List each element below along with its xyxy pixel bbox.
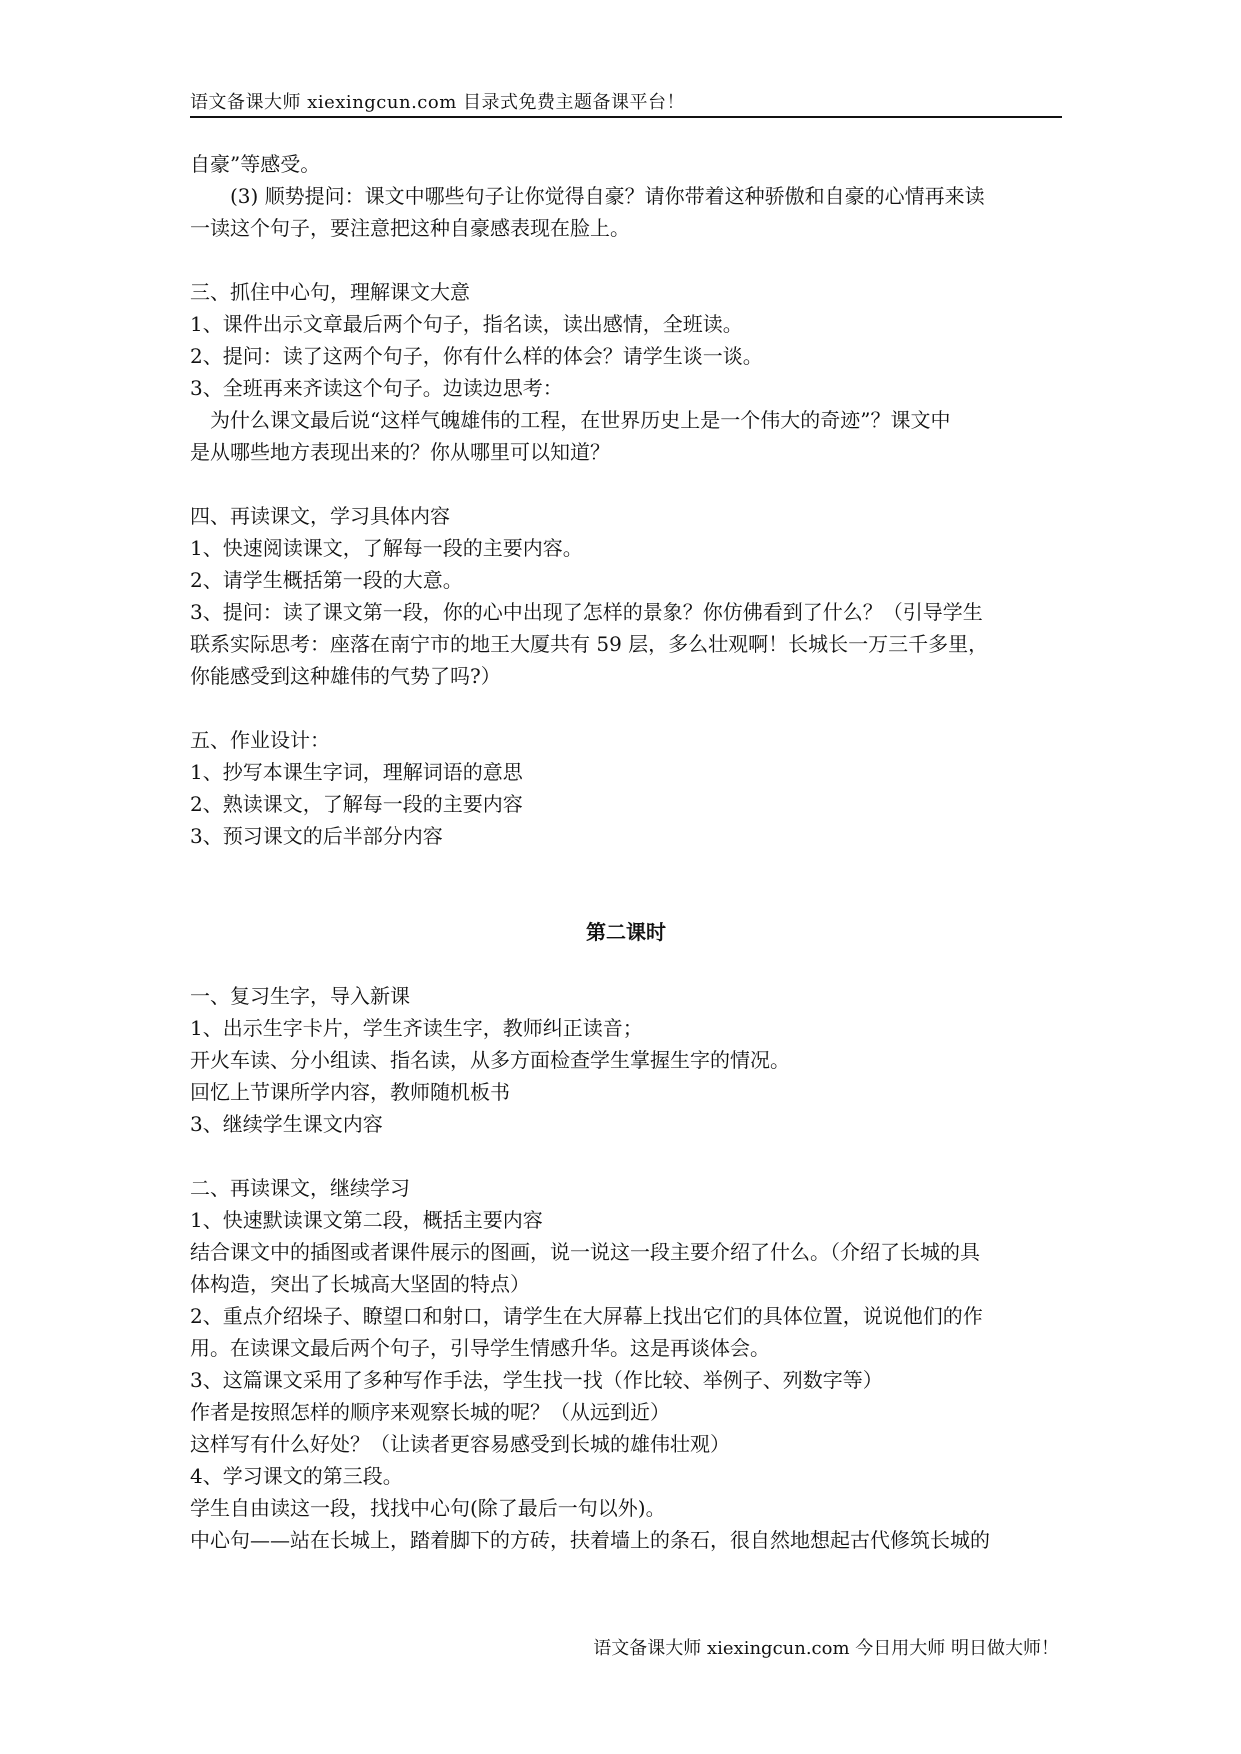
paragraph: 结合课文中的插图或者课件展示的图画，说一说这一段主要介绍了什么。（介绍了长城的具 — [190, 1240, 980, 1264]
paragraph: 一读这个句子，要注意把这种自豪感表现在脸上。 — [190, 216, 630, 240]
paragraph: 中心句——站在长城上，踏着脚下的方砖，扶着墙上的条石，很自然地想起古代修筑长城的 — [190, 1528, 990, 1552]
list-item: 2、请学生概括第一段的大意。 — [190, 568, 463, 592]
paragraph: 自豪”等感受。 — [190, 152, 321, 176]
list-item: 1、抄写本课生字词，理解词语的意思 — [190, 760, 523, 784]
section-heading: 一、复习生字，导入新课 — [190, 984, 410, 1008]
list-item: 4、学习课文的第三段。 — [190, 1464, 403, 1488]
paragraph: 开火车读、分小组读、指名读，从多方面检查学生掌握生字的情况。 — [190, 1048, 790, 1072]
list-item: 3、提问：读了课文第一段，你的心中出现了怎样的景象？你仿佛看到了什么？（引导学生 — [190, 600, 983, 624]
list-item: 3、全班再来齐读这个句子。边读边思考： — [190, 376, 563, 400]
list-item: 2、提问：读了这两个句子，你有什么样的体会？请学生谈一谈。 — [190, 344, 763, 368]
list-item: 2、熟读课文，了解每一段的主要内容 — [190, 792, 523, 816]
section-heading: 二、再读课文，继续学习 — [190, 1176, 410, 1200]
list-item: 1、快速默读课文第二段，概括主要内容 — [190, 1208, 543, 1232]
list-item: 1、课件出示文章最后两个句子，指名读，读出感情，全班读。 — [190, 312, 743, 336]
list-item: 2、重点介绍垛子、瞭望口和射口，请学生在大屏幕上找出它们的具体位置，说说他们的作 — [190, 1304, 983, 1328]
section-heading: 三、抓住中心句，理解课文大意 — [190, 280, 470, 304]
paragraph: 作者是按照怎样的顺序来观察长城的呢？（从远到近） — [190, 1400, 670, 1424]
section-heading: 四、再读课文，学习具体内容 — [190, 504, 450, 528]
list-item: 1、出示生字卡片，学生齐读生字，教师纠正读音； — [190, 1016, 643, 1040]
page-footer: 语文备课大师 xiexingcun.com 今日用大师 明日做大师！ — [593, 1638, 1059, 1659]
paragraph: 学生自由读这一段，找找中心句(除了最后一句以外)。 — [190, 1496, 666, 1520]
list-item: 3、预习课文的后半部分内容 — [190, 824, 443, 848]
page-header — [190, 84, 1062, 118]
paragraph: 用。在读课文最后两个句子，引导学生情感升华。这是再谈体会。 — [190, 1336, 770, 1360]
list-item: 3、这篇课文采用了多种写作手法，学生找一找（作比较、举例子、列数字等） — [190, 1368, 883, 1392]
lesson-title: 第二课时 — [586, 920, 666, 944]
section-heading: 五、作业设计： — [190, 728, 330, 752]
list-item: 3、继续学生课文内容 — [190, 1112, 383, 1136]
paragraph: 为什么课文最后说“这样气魄雄伟的工程，在世界历史上是一个伟大的奇迹”？课文中 — [210, 408, 951, 432]
paragraph: 是从哪些地方表现出来的？你从哪里可以知道？ — [190, 440, 610, 464]
paragraph: 回忆上节课所学内容，教师随机板书 — [190, 1080, 510, 1104]
paragraph: 这样写有什么好处？（让读者更容易感受到长城的雄伟壮观） — [190, 1432, 730, 1456]
document-body — [190, 148, 1062, 1556]
paragraph: 你能感受到这种雄伟的气势了吗?） — [190, 664, 501, 688]
paragraph: 体构造，突出了长城高大坚固的特点） — [190, 1272, 530, 1296]
paragraph: (3) 顺势提问：课文中哪些句子让你觉得自豪？请你带着这种骄傲和自豪的心情再来读 — [230, 184, 985, 208]
paragraph: 联系实际思考：座落在南宁市的地王大厦共有 59 层，多么壮观啊！长城长一万三千多里， — [190, 632, 989, 656]
list-item: 1、快速阅读课文，了解每一段的主要内容。 — [190, 536, 583, 560]
header-text: 语文备课大师 xiexingcun.com 目录式免费主题备课平台！ — [190, 92, 686, 113]
